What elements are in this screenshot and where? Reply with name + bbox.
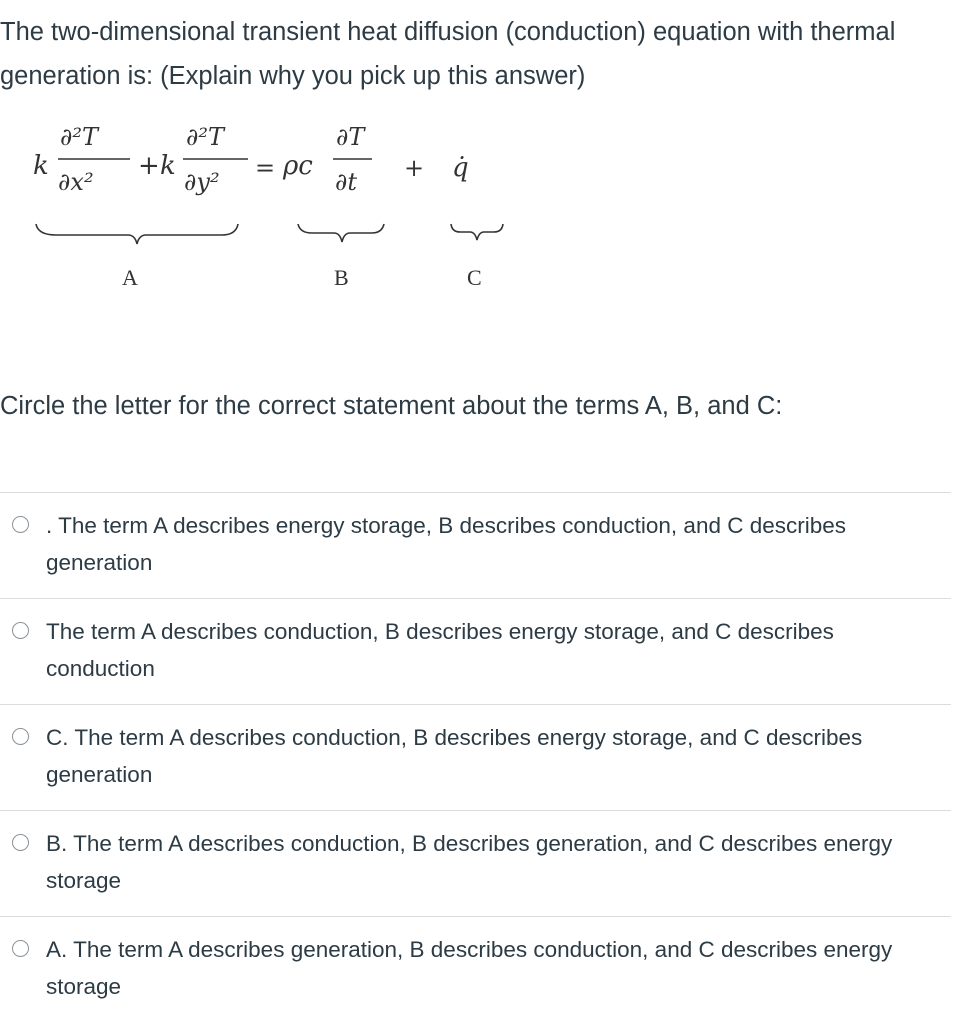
- brace-b: [298, 224, 384, 242]
- question-text: The two-dimensional transient heat diffusion (conduction) equation with thermal generation is: (Explain why you pick up this answer): [0, 18, 896, 90]
- radio-button-option-1[interactable]: [12, 516, 29, 533]
- answer-list: [0, 492, 951, 1022]
- label-a: A: [122, 265, 138, 290]
- answer-option-5-label[interactable]: A. The term A describes generation, B describes conduction, and C describes energy storage: [46, 937, 893, 999]
- radio-button-option-5[interactable]: [12, 940, 29, 957]
- radio-button-option-2[interactable]: [12, 622, 29, 639]
- answer-option-3[interactable]: [0, 704, 951, 810]
- answer-option-3-label[interactable]: C. The term A describes conduction, B describes energy storage, and C describes generation: [46, 725, 863, 787]
- eq-equals: =: [255, 154, 276, 182]
- answer-option-2-label[interactable]: The term A describes conduction, B describes energy storage, and C describes conduction: [46, 619, 834, 681]
- eq-d2t-2: ∂²T: [186, 123, 225, 151]
- answer-option-4[interactable]: [0, 810, 951, 916]
- answer-option-4-label[interactable]: B. The term A describes conduction, B describes generation, and C describes energy storage: [46, 831, 893, 893]
- eq-dy2: ∂y²: [184, 168, 220, 196]
- label-c: C: [467, 265, 482, 290]
- answer-option-5[interactable]: [0, 916, 951, 1022]
- eq-rho-c: ρc: [283, 151, 313, 181]
- instruction-text: Circle the letter for the correct statement about the terms A, B, and C:: [0, 392, 783, 420]
- eq-plus-2: +: [404, 154, 425, 182]
- eq-d2t-1: ∂²T: [60, 123, 99, 151]
- eq-dx2: ∂x²: [58, 168, 94, 196]
- answer-option-1-label[interactable]: . The term A describes energy storage, B describes conduction, and C describes generation: [46, 513, 847, 575]
- heat-equation: [0, 112, 520, 302]
- eq-dt-den: ∂t: [335, 168, 358, 196]
- answer-option-1[interactable]: [0, 492, 951, 598]
- eq-k-1: k: [33, 151, 49, 181]
- label-b: B: [334, 265, 349, 290]
- eq-dt-num: ∂T: [336, 123, 365, 151]
- radio-button-option-4[interactable]: [12, 834, 29, 851]
- eq-k-2: k: [160, 151, 176, 181]
- answer-option-2[interactable]: [0, 598, 951, 704]
- brace-c: [451, 224, 503, 240]
- eq-q-dot: q̇: [452, 153, 469, 183]
- radio-button-option-3[interactable]: [12, 728, 29, 745]
- brace-a: [36, 224, 238, 244]
- eq-plus-1: +: [138, 151, 160, 181]
